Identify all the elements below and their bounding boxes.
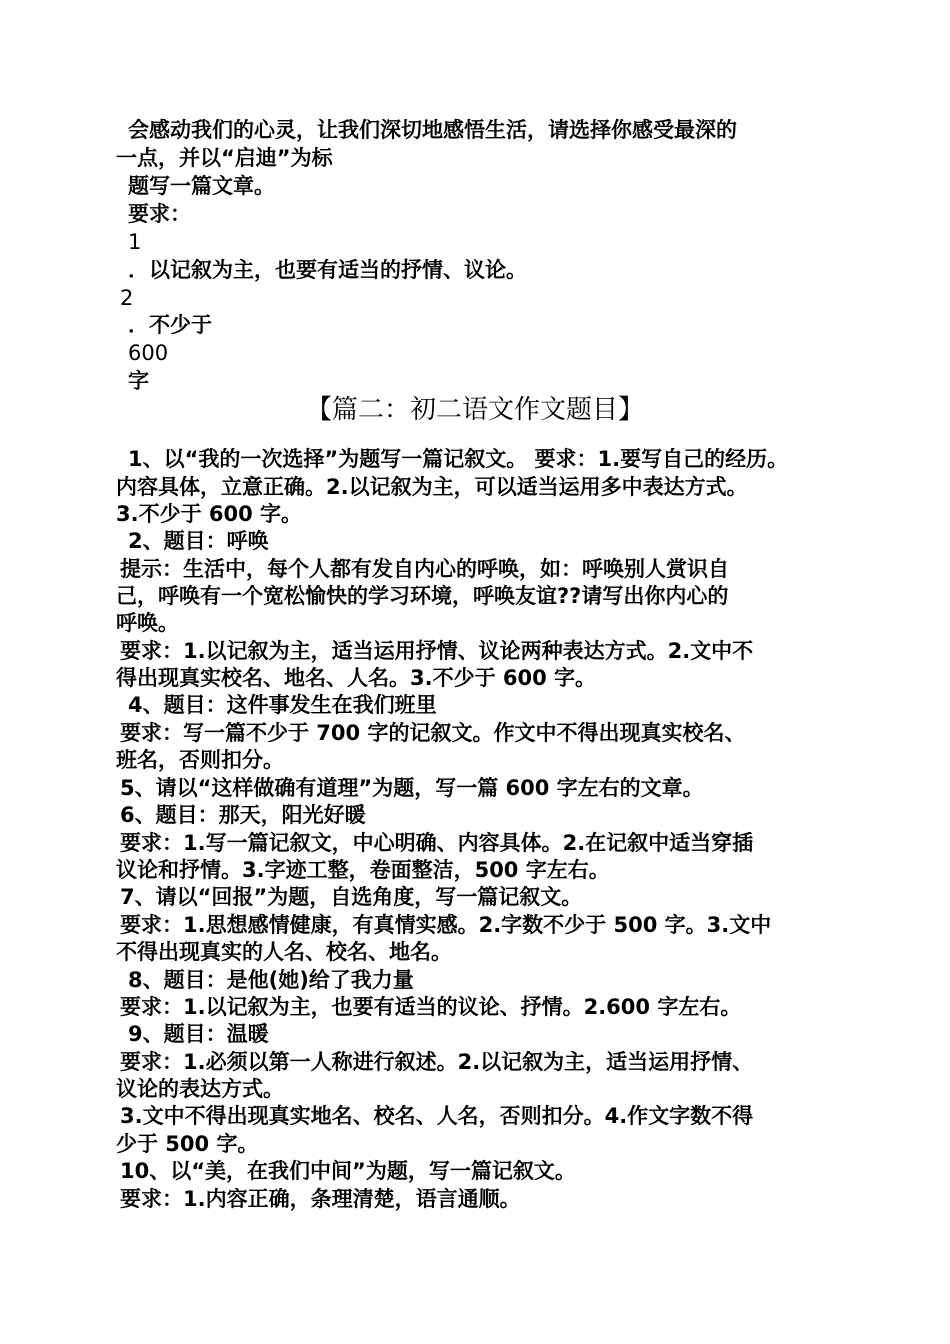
topic-line: 9、题目：温暖: [128, 1022, 269, 1046]
list-item-text: ．以记叙为主，也要有适当的抒情、议论。: [128, 258, 527, 282]
topic-line: 得出现真实校名、地名、人名。3.不少于 600 字。: [116, 666, 597, 690]
topic-line: 8、题目：是他(她)给了我力量: [128, 968, 414, 992]
list-item-text: ．不少于: [128, 313, 212, 337]
topic-line: 要求：1.以记叙为主，适当运用抒情、议论两种表达方式。2.文中不: [120, 639, 754, 663]
topic-line: 不得出现真实的人名、校名、地名。: [116, 940, 452, 964]
topic-line: 3.不少于 600 字。: [116, 502, 303, 526]
topic-line: 要求：1.写一篇记叙文，中心明确、内容具体。2.在记叙中适当穿插: [120, 831, 754, 855]
topic-line: 呼唤。: [116, 611, 179, 635]
topic-line: 3.文中不得出现真实地名、校名、人名，否则扣分。4.作文字数不得: [120, 1104, 754, 1128]
topic-line: 要求：1.以记叙为主，也要有适当的议论、抒情。2.600 字左右。: [120, 995, 742, 1019]
intro-line: 题写一篇文章。: [128, 174, 275, 198]
intro-line: 一点，并以“启迪”为标: [116, 146, 333, 170]
topic-line: 要求：写一篇不少于 700 字的记叙文。作文中不得出现真实校名、: [120, 721, 746, 745]
topic-line: 1、以“我的一次选择”为题写一篇记叙文。 要求：1.要写自己的经历。: [128, 447, 789, 471]
topic-line: 2、题目：呼唤: [128, 529, 269, 553]
topic-line: 要求：1.必须以第一人称进行叙述。2.以记叙为主，适当运用抒情、: [120, 1050, 754, 1074]
topic-line: 6、题目：那天，阳光好暖: [120, 803, 366, 827]
topic-line: 议论和抒情。3.字迹工整，卷面整洁，500 字左右。: [116, 858, 610, 882]
topic-line: 班名，否则扣分。: [116, 748, 284, 772]
list-item-text: 600: [128, 341, 169, 365]
topic-line: 5、请以“这样做确有道理”为题，写一篇 600 字左右的文章。: [120, 776, 704, 800]
topic-line: 要求：1.思想感情健康，有真情实感。2.字数不少于 500 字。3.文中: [120, 913, 772, 937]
topic-line: 4、题目：这件事发生在我们班里: [128, 693, 437, 717]
requirements-label: 要求：: [128, 202, 191, 226]
list-number: 2: [120, 286, 134, 310]
topic-line: 提示：生活中，每个人都有发自内心的呼唤，如：呼唤别人赏识自: [120, 557, 729, 581]
topic-line: 10、以“美，在我们中间”为题，写一篇记叙文。: [120, 1159, 576, 1183]
topic-line: 少于 500 字。: [116, 1132, 259, 1156]
topic-line: 议论的表达方式。: [116, 1077, 284, 1101]
section-heading: 【篇二：初二语文作文题目】: [305, 395, 644, 425]
list-item-text: 字: [128, 369, 149, 393]
topic-line: 要求：1.内容正确，条理清楚，语言通顺。: [120, 1187, 521, 1211]
intro-line: 会感动我们的心灵，让我们深切地感悟生活，请选择你感受最深的: [128, 118, 737, 142]
topic-line: 己，呼唤有一个宽松愉快的学习环境，呼唤友谊??请写出你内心的: [116, 584, 729, 608]
list-number: 1: [128, 230, 142, 254]
topic-line: 内容具体，立意正确。2.以记叙为主，可以适当运用多中表达方式。: [116, 475, 748, 499]
topic-line: 7、请以“回报”为题，自选角度，写一篇记叙文。: [120, 885, 583, 909]
